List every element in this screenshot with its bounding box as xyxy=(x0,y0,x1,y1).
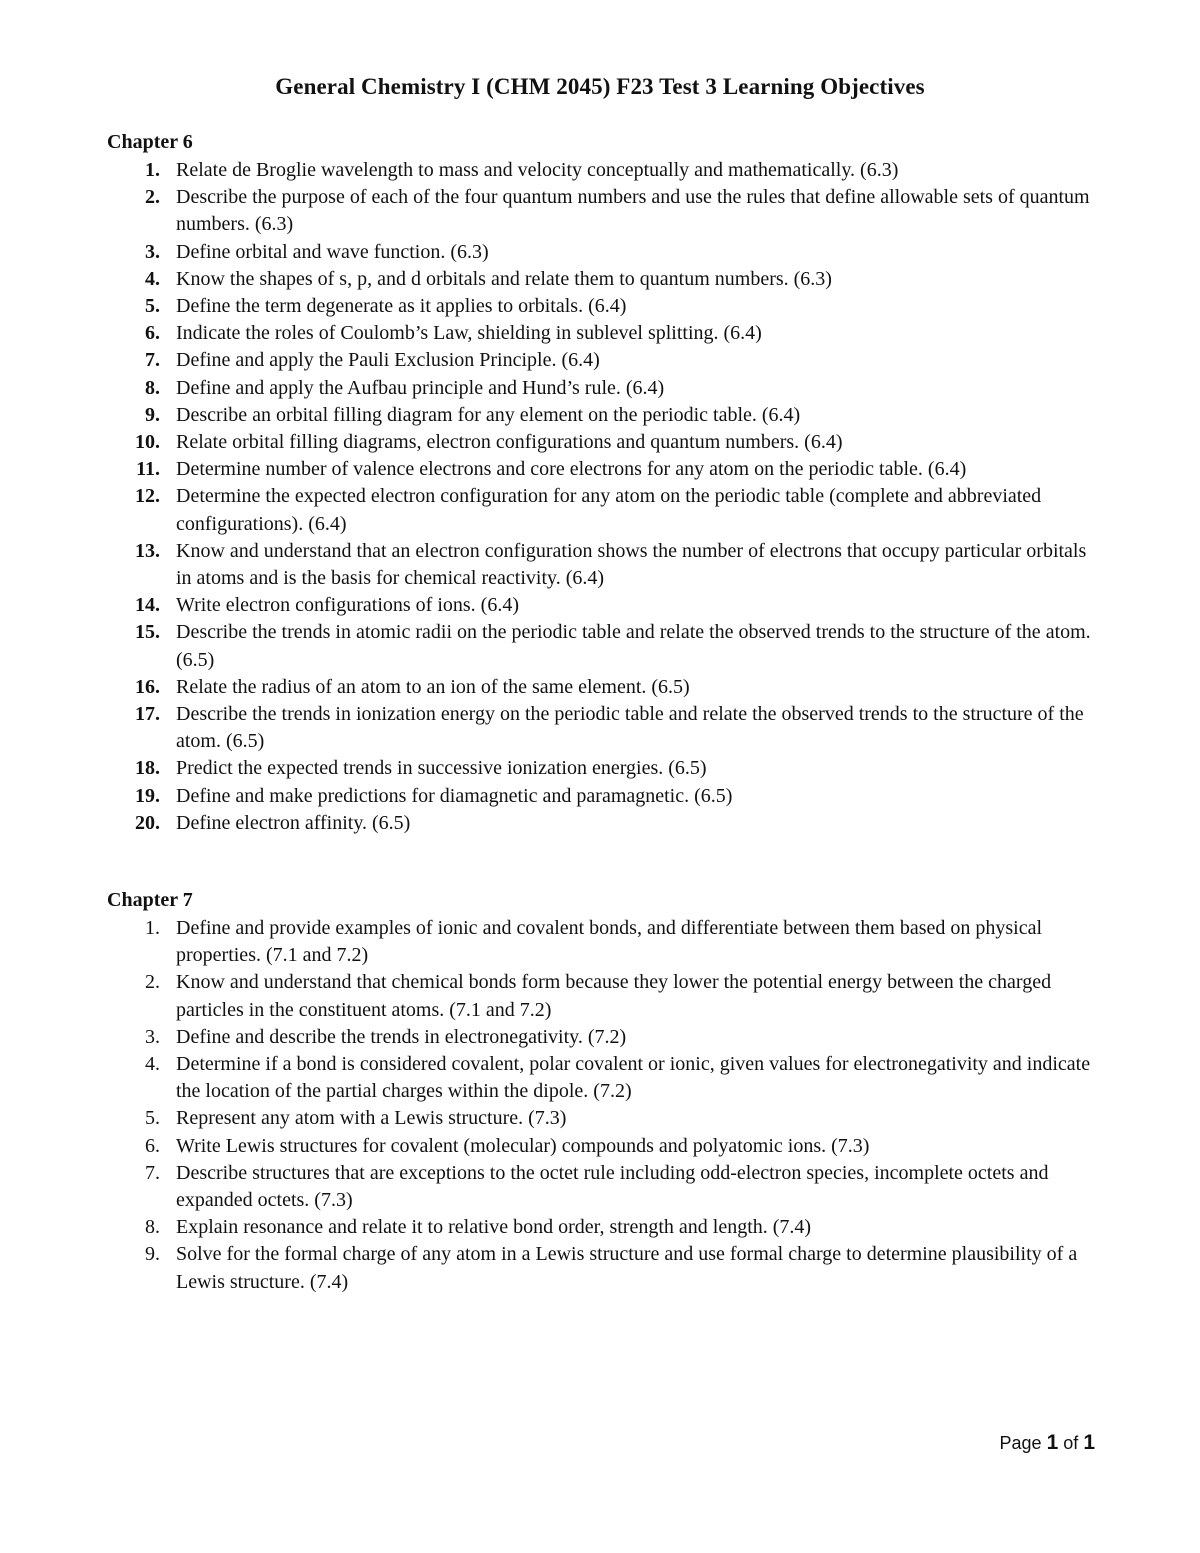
objective-number: 1. xyxy=(145,917,160,939)
objective-item xyxy=(0,347,1200,374)
objective-item xyxy=(0,429,1200,456)
objective-item xyxy=(0,1160,1200,1214)
page-word: Page xyxy=(999,1433,1042,1453)
objective-number: 8. xyxy=(145,376,160,399)
objective-number: 1. xyxy=(145,159,160,181)
objective-item xyxy=(0,1105,1200,1132)
objective-text: Relate de Broglie wavelength to mass and velocity conceptually and mathematically. (6.3) xyxy=(176,159,899,181)
objective-number: 12. xyxy=(135,485,160,508)
document-title: General Chemistry I (CHM 2045) F23 Test 3 Learning Objectives xyxy=(275,74,925,99)
objective-text: Define orbital and wave function. (6.3) xyxy=(176,240,489,263)
objective-item xyxy=(0,810,1200,837)
page-number: 1 xyxy=(1046,1431,1059,1454)
objective-number: 6. xyxy=(145,322,160,345)
objective-item xyxy=(0,293,1200,320)
objective-item xyxy=(0,157,1200,184)
objective-text: Describe the trends in ionization energy on the periodic table and relate the observed trends to the structure of the atom. (6.5) xyxy=(176,703,1084,753)
objective-item xyxy=(0,1133,1200,1160)
chapter-7-heading: Chapter 7 xyxy=(107,889,193,911)
objective-text: Describe an orbital filling diagram for any element on the periodic table. (6.4) xyxy=(176,403,801,426)
chapter-7-objectives-list xyxy=(0,915,1200,1296)
chapter-6-objectives-list xyxy=(0,157,1200,837)
objective-number: 5. xyxy=(145,1107,160,1130)
objective-item xyxy=(0,674,1200,701)
objective-item xyxy=(0,1241,1200,1295)
chapter-6-heading: Chapter 6 xyxy=(107,131,193,153)
page-total: 1 xyxy=(1083,1431,1095,1454)
objective-text: Know and understand that chemical bonds form because they lower the potential energy between the charged particles in the constituent atoms. (7.1 and 7.2) xyxy=(176,971,1052,1021)
objective-text: Define electron affinity. (6.5) xyxy=(176,811,411,834)
objective-item xyxy=(0,969,1200,1023)
objective-item xyxy=(0,1051,1200,1105)
objective-text: Solve for the formal charge of any atom in a Lewis structure and use formal charge to determine plausibility of a Lewis structure. (7.4) xyxy=(176,1243,1078,1293)
objective-text: Write Lewis structures for covalent (molecular) compounds and polyatomic ions. (7.3) xyxy=(176,1134,870,1157)
objective-item xyxy=(0,783,1200,810)
objective-item xyxy=(0,1024,1200,1051)
objective-text: Relate orbital filling diagrams, electron configurations and quantum numbers. (6.4) xyxy=(176,431,843,454)
objective-text: Define the term degenerate as it applies to orbitals. (6.4) xyxy=(176,295,627,318)
objective-number: 2. xyxy=(145,971,160,994)
objective-number: 15. xyxy=(135,621,160,644)
objective-text: Relate the radius of an atom to an ion of the same element. (6.5) xyxy=(176,675,690,698)
objective-item xyxy=(0,1214,1200,1241)
objective-number: 8. xyxy=(145,1216,160,1239)
objective-text: Define and make predictions for diamagnetic and paramagnetic. (6.5) xyxy=(176,784,733,807)
objective-number: 19. xyxy=(135,784,160,807)
of-word: of xyxy=(1063,1433,1079,1453)
objective-number: 4. xyxy=(145,1053,160,1076)
objective-number: 3. xyxy=(145,240,160,263)
objective-text: Determine number of valence electrons and core electrons for any atom on the periodic table. (6.4) xyxy=(176,458,967,481)
objective-number: 11. xyxy=(136,458,160,481)
objective-number: 9. xyxy=(145,1243,160,1266)
objective-text: Know and understand that an electron configuration shows the number of electrons that occupy particular orbitals in atoms and is the basis for chemical reactivity. (6.4) xyxy=(176,539,1087,590)
objective-text: Determine if a bond is considered covalent, polar covalent or ionic, given values for electronegativity and indicate the location of the partial charges within the dipole. (7.2) xyxy=(176,1053,1091,1103)
objective-number: 6. xyxy=(145,1134,160,1157)
objective-number: 4. xyxy=(145,267,160,290)
objective-number: 20. xyxy=(135,811,160,834)
objective-text: Define and describe the trends in electronegativity. (7.2) xyxy=(176,1025,627,1048)
objective-item xyxy=(0,755,1200,782)
objective-item xyxy=(0,266,1200,293)
objective-item xyxy=(0,375,1200,402)
objective-text: Predict the expected trends in successive ionization energies. (6.5) xyxy=(176,757,707,780)
objective-text: Know the shapes of s, p, and d orbitals and relate them to quantum numbers. (6.3) xyxy=(176,267,832,290)
objective-number: 10. xyxy=(135,431,160,454)
objective-number: 16. xyxy=(135,675,160,698)
objective-text: Indicate the roles of Coulomb’s Law, shielding in sublevel splitting. (6.4) xyxy=(176,322,762,345)
objective-number: 17. xyxy=(135,703,160,726)
objective-item xyxy=(0,483,1200,537)
objective-number: 5. xyxy=(145,295,160,318)
objective-item xyxy=(0,456,1200,483)
objective-text: Explain resonance and relate it to relative bond order, strength and length. (7.4) xyxy=(176,1216,812,1239)
objective-number: 18. xyxy=(135,757,160,780)
objective-text: Write electron configurations of ions. (6.4) xyxy=(176,594,519,617)
objective-item xyxy=(0,538,1200,592)
objective-text: Define and apply the Pauli Exclusion Principle. (6.4) xyxy=(176,349,600,372)
objective-item xyxy=(0,402,1200,429)
objective-number: 7. xyxy=(145,349,160,372)
objective-text: Represent any atom with a Lewis structure. (7.3) xyxy=(176,1107,567,1130)
objective-item xyxy=(0,184,1200,238)
objective-item xyxy=(0,915,1200,969)
page-number-footer xyxy=(1000,1431,1095,1455)
objective-text: Describe structures that are exceptions to the octet rule including odd-electron species, incomplete octets and expanded octets. (7.3) xyxy=(176,1161,1049,1212)
objective-number: 7. xyxy=(145,1161,160,1184)
objective-text: Define and provide examples of ionic and covalent bonds, and differentiate between them based on physical properties. (7.1 and 7.2) xyxy=(176,917,1043,967)
objective-text: Determine the expected electron configuration for any atom on the periodic table (complete and abbreviated configurations). (6.4) xyxy=(176,485,1042,535)
objective-number: 9. xyxy=(145,403,160,426)
objective-number: 2. xyxy=(145,186,160,209)
objective-item xyxy=(0,701,1200,755)
objective-item xyxy=(0,619,1200,673)
objective-number: 13. xyxy=(135,539,160,562)
objective-item xyxy=(0,239,1200,266)
objective-number: 14. xyxy=(135,594,160,617)
objective-text: Describe the purpose of each of the four quantum numbers and use the rules that define allowable sets of quantum numbers. (6.3) xyxy=(176,186,1090,236)
objective-text: Define and apply the Aufbau principle and Hund’s rule. (6.4) xyxy=(176,376,665,399)
objective-number: 3. xyxy=(145,1025,160,1048)
objective-item xyxy=(0,320,1200,347)
objective-text: Describe the trends in atomic radii on the periodic table and relate the observed trends to the structure of the atom. (6.5) xyxy=(176,621,1091,671)
objective-item xyxy=(0,592,1200,619)
